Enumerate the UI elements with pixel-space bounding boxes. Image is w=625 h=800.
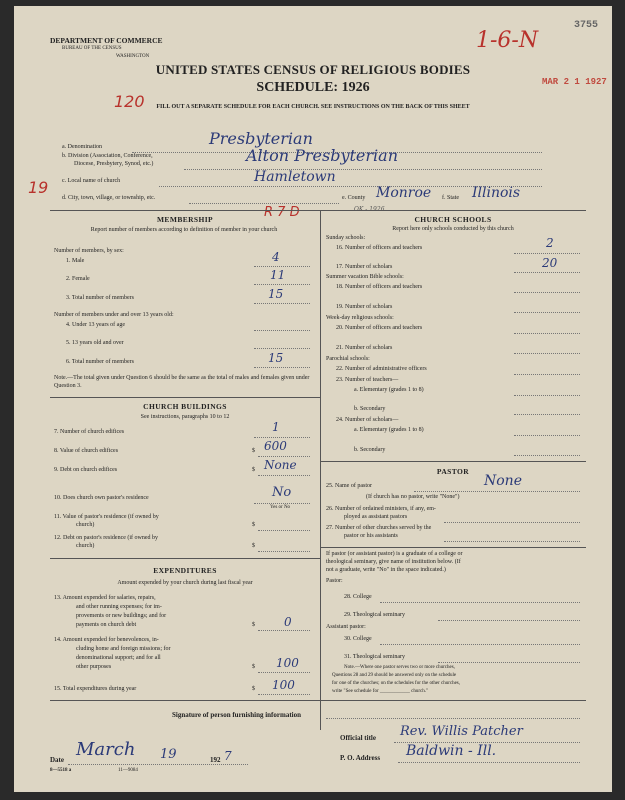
q27-label-1: 27. Number of other churches served by the xyxy=(326,525,432,531)
date-label: Date xyxy=(50,756,64,764)
church-schools-intro: Report here only schools conducted by this church xyxy=(392,226,514,232)
division-label-1: b. Division (Association, Conference, xyxy=(62,153,153,159)
q2-label: 2. Female xyxy=(66,276,90,282)
po-address-label: P. O. Address xyxy=(340,754,381,762)
date-day: 19 xyxy=(160,747,177,762)
q23b-label: b. Secondary xyxy=(354,406,386,412)
q14-label-4: other purposes xyxy=(76,664,112,670)
q13-label-1: 13. Amount expended for salaries, repairs, xyxy=(54,595,156,601)
q2-value: 11 xyxy=(270,268,286,282)
form-code: 8—5518 a xyxy=(50,768,72,773)
pastor-note-4: write "See schedule for ____________ church." xyxy=(332,689,429,694)
q24b-label: b. Secondary xyxy=(354,447,386,453)
received-stamp: MAR 2 1 1927 xyxy=(542,77,607,87)
q15-dollar: $ xyxy=(252,686,255,692)
q21-label: 21. Number of scholars xyxy=(336,345,393,351)
q8-dollar: $ xyxy=(252,448,255,454)
q15-value: 100 xyxy=(272,678,295,692)
q8-value: 600 xyxy=(264,439,287,453)
margin-mark: 19 xyxy=(28,178,49,197)
expenditures-intro: Amount expended by your church during last fiscal year xyxy=(117,580,253,586)
q28-label: 28. College xyxy=(344,594,372,600)
q14-value: 100 xyxy=(276,656,299,670)
q13-label-4: payments on church debt xyxy=(76,622,137,628)
q25-value: None xyxy=(484,473,522,489)
assistant-pastor-label: Assistant pastor: xyxy=(326,624,366,630)
yes-no-hint: Yes or No xyxy=(270,505,291,510)
sunday-schools-label: Sunday schools: xyxy=(326,235,366,241)
q13-label-2: and other running expenses; for im- xyxy=(76,604,162,610)
q26-label-1: 26. Number of ordained ministers, if any, em- xyxy=(326,506,436,512)
q13-label-3: provements or new buildings; and for xyxy=(76,613,167,619)
county-value: Monroe xyxy=(376,185,432,201)
signature-label: Signature of person furnishing information xyxy=(172,711,301,719)
membership-by-sex-label: Number of members, by sex: xyxy=(54,248,124,254)
pastor-note-1: Note.—Where one pastor serves two or more churches, xyxy=(344,665,455,670)
q1-value: 4 xyxy=(272,250,280,264)
date-year-hand: 7 xyxy=(224,749,232,763)
q25-label: 25. Name of pastor xyxy=(326,483,372,489)
q1-label: 1. Male xyxy=(66,258,85,264)
q16-label: 16. Number of officers and teachers xyxy=(336,245,423,251)
local-name-value: Hamletown xyxy=(254,169,336,185)
q11-dollar: $ xyxy=(252,522,255,528)
local-name-label: c. Local name of church xyxy=(62,178,121,184)
print-code: 11—9084 xyxy=(118,768,138,773)
state-value: Illinois xyxy=(472,185,521,201)
q3-label: 3. Total number of members xyxy=(66,295,134,301)
q6-value: 15 xyxy=(268,351,284,365)
bureau-label: BUREAU OF THE CENSUS xyxy=(62,46,122,51)
membership-age-label: Number of members under and over 13 years old: xyxy=(54,312,174,318)
q16-value: 2 xyxy=(546,236,554,250)
q20-label: 20. Number of officers and teachers xyxy=(336,325,423,331)
form-number: 3755 xyxy=(574,20,599,31)
q15-label: 15. Total expenditures during year xyxy=(54,686,137,692)
county-label: e. County xyxy=(342,195,366,201)
q12-dollar: $ xyxy=(252,543,255,549)
graduate-instruction-2: theological seminary, give name of institution below. (If xyxy=(326,559,461,565)
q13-dollar: $ xyxy=(252,622,255,628)
division-value: Alton Presbyterian xyxy=(246,146,399,165)
membership-intro: Report number of members according to definition of member in your church xyxy=(90,227,278,233)
state-label: f. State xyxy=(442,195,459,201)
q9-label: 9. Debt on church edifices xyxy=(54,467,118,473)
buildings-heading: CHURCH BUILDINGS xyxy=(143,402,227,411)
pastor-heading: PASTOR xyxy=(436,467,470,476)
handwritten-code: 120 xyxy=(114,92,145,111)
q13-value: 0 xyxy=(284,615,292,629)
q10-label: 10. Does church own pastor's residence xyxy=(54,495,149,501)
summer-schools-label: Summer vacation Bible schools: xyxy=(326,274,404,280)
q24-label: 24. Number of scholars— xyxy=(336,417,399,423)
census-schedule-sheet xyxy=(14,6,612,792)
date-month: March xyxy=(76,739,136,760)
q27-label-2: pastor or his assistants xyxy=(344,533,398,539)
q31-label: 31. Theological seminary xyxy=(344,654,406,660)
q19-label: 19. Number of scholars xyxy=(336,304,393,310)
po-address-value: Baldwin - Ill. xyxy=(406,743,497,759)
q18-label: 18. Number of officers and teachers xyxy=(336,284,423,290)
q3-value: 15 xyxy=(268,287,284,301)
official-title-label: Official title xyxy=(340,734,376,742)
denomination-label: a. Denomination xyxy=(62,144,102,150)
q12-label-2: church) xyxy=(76,543,95,549)
q11-label-2: church) xyxy=(76,522,95,528)
q29-label: 29. Theological seminary xyxy=(344,612,406,618)
q25-hint: (If church has no pastor, write "None") xyxy=(366,494,460,500)
q9-dollar: $ xyxy=(252,467,255,473)
q14-dollar: $ xyxy=(252,664,255,670)
expenditures-heading: EXPENDITURES xyxy=(153,566,217,575)
q7-label: 7. Number of church edifices xyxy=(54,429,125,435)
q9-value: None xyxy=(264,458,297,472)
q7-value: 1 xyxy=(272,420,280,434)
city-town-label: d. City, town, village, or township, etc. xyxy=(62,195,156,201)
pastor-note-3: for one of the churches; on the schedules for the other churches, xyxy=(332,681,461,686)
q14-label-1: 14. Amount expended for benevolences, in- xyxy=(54,637,159,643)
q4-label: 4. Under 13 years of age xyxy=(66,322,125,328)
q8-label: 8. Value of church edifices xyxy=(54,448,119,454)
parochial-schools-label: Parochial schools: xyxy=(326,356,370,362)
q14-label-3: denominational support; and for all xyxy=(76,655,161,661)
q17-value: 20 xyxy=(542,256,558,270)
q10-value: No xyxy=(272,485,292,500)
form-subtitle: SCHEDULE: 1926 xyxy=(256,80,370,95)
q14-label-2: cluding home and foreign missions; for xyxy=(76,646,171,652)
buildings-instructions: See instructions, paragraphs 10 to 12 xyxy=(140,414,230,420)
q11-label-1: 11. Value of pastor's residence (if owned by xyxy=(54,514,159,520)
church-schools-heading: CHURCH SCHOOLS xyxy=(414,215,492,224)
q23-label: 23. Number of teachers— xyxy=(336,377,399,383)
form-title: UNITED STATES CENSUS OF RELIGIOUS BODIES xyxy=(155,62,471,77)
weekday-schools-label: Week-day religious schools: xyxy=(326,315,394,321)
membership-mark: R 7 D xyxy=(264,205,300,220)
date-year-prefix: 192 xyxy=(210,756,221,764)
division-label-2: Diocese, Presbytery, Synod, etc.) xyxy=(74,161,154,167)
city-label: WASHINGTON xyxy=(116,54,150,59)
graduate-instruction-3: not a graduate, write "No" in the space indicated.) xyxy=(326,567,446,573)
q12-label-1: 12. Debt on pastor's residence (if owned by xyxy=(54,535,159,541)
q24a-label: a. Elementary (grades 1 to 8) xyxy=(354,427,424,433)
q22-label: 22. Number of administrative officers xyxy=(336,366,427,372)
separate-schedule-instruction: FILL OUT A SEPARATE SCHEDULE FOR EACH CHURCH. SEE INSTRUCTIONS ON THE BACK OF THIS SHEET xyxy=(156,104,470,110)
q17-label: 17. Number of scholars xyxy=(336,264,393,270)
q23a-label: a. Elementary (grades 1 to 8) xyxy=(354,387,424,393)
denomination-value: Presbyterian xyxy=(209,129,313,148)
membership-heading: MEMBERSHIP xyxy=(156,215,214,224)
q5-label: 5. 13 years old and over xyxy=(66,340,124,346)
official-title-value: Rev. Willis Patcher xyxy=(400,724,523,739)
q30-label: 30. College xyxy=(344,636,372,642)
membership-note: Note.—The total given under Question 6 should be the same as the total of males and females given under Question 3. xyxy=(54,375,310,389)
pastor-note-2: Questions 28 and 29 should be answered only on the schedule xyxy=(332,673,457,678)
church-schools-note: OK - 1926 xyxy=(354,206,385,213)
pastor-label: Pastor: xyxy=(326,578,343,584)
graduate-instruction-1: If pastor (or assistant pastor) is a graduate of a college or xyxy=(326,551,463,557)
q6-label: 6. Total number of members xyxy=(66,359,134,365)
q26-label-2: ployed as assistant pastors xyxy=(344,514,408,520)
top-right-handwritten-mark: 1-6-N xyxy=(476,28,539,53)
department-label: DEPARTMENT OF COMMERCE xyxy=(50,36,163,45)
